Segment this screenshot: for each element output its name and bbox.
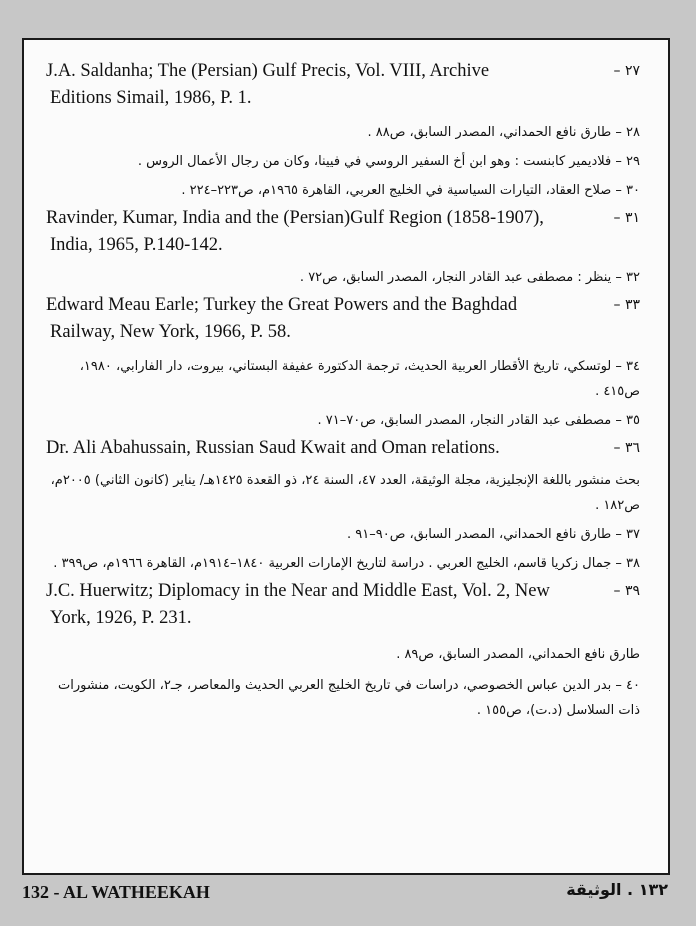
- footnote-line: York, 1926, P. 231.: [50, 608, 192, 628]
- footnote-line: J.A. Saldanha; The (Persian) Gulf Precis, Vol. VIII, Archive: [46, 61, 490, 81]
- footnote-39-continued: طارق نافع الحمداني، المصدر السابق، ص٨٩ .: [396, 647, 640, 662]
- footnote-line: India, 1965, P.140-142.: [50, 235, 223, 255]
- footnote-34: ٣٤ – لوتسكي، تاريخ الأقطار العربية الحديث، ترجمة الدكتورة عفيفة البستاني، بيروت، دار الفارابي، ١٩٨٠، ص٤١٥ .: [79, 359, 640, 399]
- footnote-36: [24, 435, 668, 462]
- footnote-33: [24, 292, 668, 346]
- page-footer-english: 132 - AL WATHEEKAH: [22, 882, 210, 902]
- footnote-line: Edward Meau Earle; Turkey the Great Powers and the Baghdad: [46, 295, 518, 315]
- footnote-36-continued: بحث منشور باللغة الإنجليزية، مجلة الوثيقة، العدد ٤٧، السنة ٢٤، ذو القعدة ١٤٢٥هـ/ يناير (كانون الثاني) ٢٠٠٥م، ص١٨٢ .: [50, 473, 640, 513]
- footnote-number: ٣٣ –: [613, 297, 640, 313]
- footnote-line: Railway, New York, 1966, P. 58.: [50, 322, 291, 342]
- footnotes-frame: [22, 38, 670, 875]
- footnote-line: J.C. Huerwitz; Diplomacy in the Near and Middle East, Vol. 2, New: [46, 581, 550, 601]
- footnote-number: ٢٧ –: [613, 63, 640, 79]
- footnote-35: ٣٥ – مصطفى عبد القادر النجار، المصدر السابق، ص٧٠–٧١ .: [317, 413, 640, 428]
- footnote-line: Dr. Ali Abahussain, Russian Saud Kwait and Oman relations.: [46, 438, 500, 458]
- footnote-27: [24, 58, 668, 112]
- footnote-31: [24, 205, 668, 259]
- footnotes-list: [24, 58, 668, 723]
- footnote-30: ٣٠ – صلاح العقاد، التيارات السياسية في الخليج العربي، القاهرة ١٩٦٥م، ص٢٢٣–٢٢٤ .: [181, 183, 640, 198]
- footnote-29: ٢٩ – فلاديمير كابنست : وهو ابن أخ السفير الروسي في فيينا، وكان من رجال الأعمال الروس .: [137, 154, 640, 169]
- footnote-number: ٣٩ –: [613, 583, 640, 599]
- footnote-37: ٣٧ – طارق نافع الحمداني، المصدر السابق، ص٩٠–٩١ .: [346, 527, 640, 542]
- footnote-39: [24, 578, 668, 632]
- footnote-number: ٣١ –: [613, 210, 640, 226]
- footnote-28: ٢٨ – طارق نافع الحمداني، المصدر السابق، ص٨٨ .: [367, 125, 640, 140]
- footnote-line: Editions Simail, 1986, P. 1.: [50, 88, 252, 108]
- footnote-number: ٣٦ –: [613, 440, 640, 456]
- footnote-38: ٣٨ – جمال زكريا قاسم، الخليج العربي . دراسة لتاريخ الإمارات العربية ١٨٤٠–١٩١٤م، القاهرة ١٩٦٦م، ص٣٩٩ .: [53, 556, 640, 571]
- footnote-line: Ravinder, Kumar, India and the (Persian)Gulf Region (1858-1907),: [46, 208, 544, 228]
- page-footer-arabic: ١٣٢ . الوثيقة: [566, 880, 668, 899]
- footnote-40: ٤٠ – بدر الدين عباس الخصوصي، دراسات في تاريخ الخليج العربي الحديث والمعاصر، جـ٢، الكويت، منشورات ذات السلاسل (د.ت)، ص١٥٥ .: [58, 678, 640, 718]
- footnote-32: ٣٢ – ينظر : مصطفى عبد القادر النجار، المصدر السابق، ص٧٢ .: [299, 270, 640, 285]
